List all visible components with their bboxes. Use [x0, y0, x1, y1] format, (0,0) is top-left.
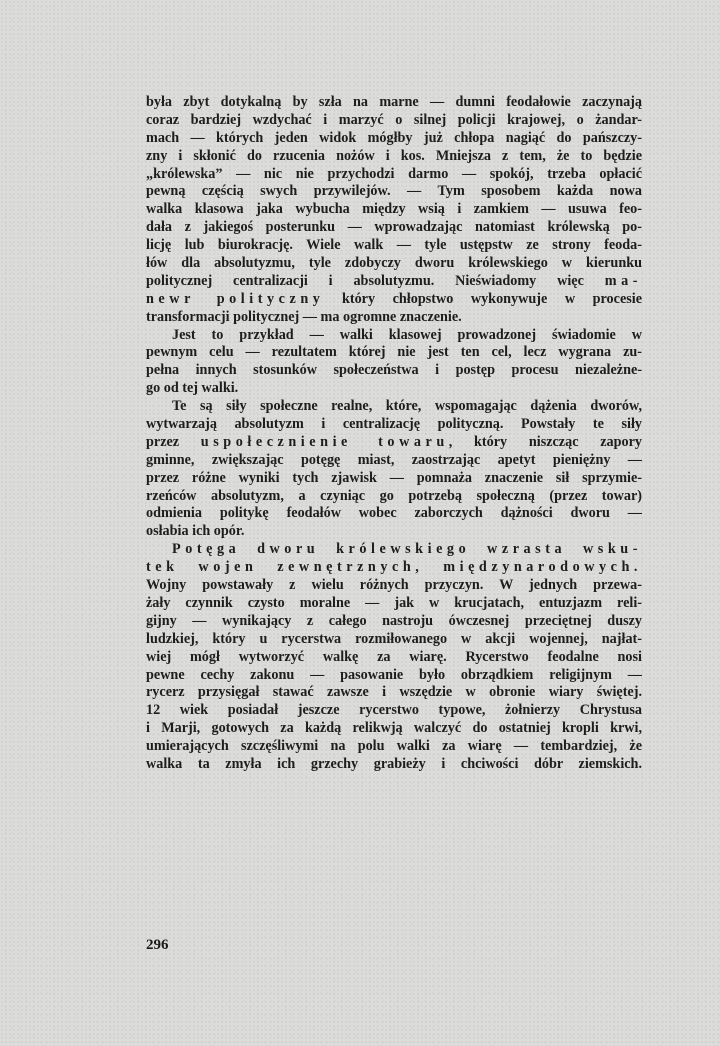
text-line-spaced: przez uspołecznienie towaru, który niszcząc zapory	[146, 433, 642, 450]
text-line: odmienia politykę feodałów wobec zaborczych dążności dworu —	[146, 505, 642, 522]
text-line-spaced: politycznej centralizacji i absolutyzmu. Nieświadomy więc ma-	[146, 272, 642, 289]
text-line: rzeńców absolutyzm, a czyniąc go potrzebą społeczną (przez towar)	[146, 487, 642, 504]
text-line: walka ta zmyła ich grzechy grabieży i chciwości dóbr ziemskich.	[146, 755, 642, 772]
text-line: licję lub biurokrację. Wiele walk — tyle ustępstw ze strony feoda-	[146, 237, 642, 254]
text-line: osłabia ich opór.	[146, 523, 245, 540]
text-line: Jest to przykład — walki klasowej prowadzonej świadomie w	[172, 326, 642, 343]
text-line: walka klasowa jaka wybucha między wsią i zamkiem — usuwa feo-	[146, 201, 642, 218]
text-line: i Marji, gotowych za każdą relikwją walczyć do ostatniej kropli krwi,	[146, 720, 642, 737]
spaced-phrase: Potęga dworu królewskiego wzrasta wsku-	[172, 541, 642, 558]
text-line: pewną częścią swych przywilejów. — Tym sposobem każda nowa	[146, 183, 642, 200]
text-line: dała z jakiegoś posterunku — wprowadzając natomiast królewską po-	[146, 219, 642, 236]
spaced-phrase: ma-	[604, 272, 642, 289]
text-line: żały czynnik czysto moralne — jak w krucjatach, entuzjazm reli-	[146, 594, 642, 611]
text-line: pełna innych stosunków społeczeństwa i postęp procesu niezależne-	[146, 362, 642, 379]
text-line: mach — których jeden widok mógłby już chłopa nagiąć do pańszczy-	[146, 129, 642, 146]
text-line-spaced	[146, 559, 642, 577]
text-line: Te są siły społeczne realne, które, wspomagając dążenia dworów,	[172, 398, 642, 415]
text-line: coraz bardziej wzdychać i marzyć o silnej policji krajowej, o żandar-	[146, 111, 642, 128]
text-line: transformacji politycznej — ma ogromne znaczenie.	[146, 308, 462, 325]
text-line: Wojny powstawały z wielu różnych przyczyn. W jednych przewa-	[146, 577, 642, 594]
text-line: wiej mógł wytworzyć walkę za wiarę. Rycerstwo feodalne nosi	[146, 648, 642, 665]
text-line: ludzkiej, który u rycerstwa rozmiłowanego w akcji wojennej, najłat-	[146, 630, 642, 647]
spaced-phrase: newr polityczny	[146, 290, 325, 307]
text-line: wytwarzają absolutyzm i centralizację polityczną. Powstały te siły	[146, 416, 642, 433]
text-line: była zbyt dotykalną by szła na marne — dumni feodałowie zaczynają	[146, 94, 642, 110]
text-line: pewnym celu — rezultatem której nie jest ten cel, lecz wygrana zu-	[146, 344, 642, 361]
spaced-phrase: tek wojen zewnętrznych, międzynarodowych.	[146, 559, 642, 576]
text-line: zny i skłonić do rzucenia nożów i kos. Mniejsza z tem, że to będzie	[146, 147, 642, 164]
text-line: przez różne wyniki tych zjawisk — pomnaża znaczenie sił sprzymie-	[146, 469, 642, 486]
text-line: gminne, zwiększając potęgę miast, zaostrzając apetyt pieniężny —	[146, 451, 642, 468]
text-line-spaced: newr polityczny który chłopstwo wykonywuje w procesie	[146, 290, 642, 307]
text-line-spaced	[146, 541, 642, 559]
spaced-phrase: uspołecznienie towaru	[200, 433, 449, 450]
body-text	[146, 94, 642, 774]
text-line: umierających szczęśliwymi na polu walki za wiarę — tembardziej, że	[146, 738, 642, 755]
text-line: łów dla absolutyzmu, tyle zdobyczy dworu królewskiego w kierunku	[146, 255, 642, 272]
page-number: 296	[146, 937, 169, 953]
text-line: go od tej walki.	[146, 380, 239, 397]
text-line: pewne cechy zakonu — pasowanie było obrządkiem religijnym —	[146, 666, 642, 683]
text-line: gijny — wynikający z całego nastroju ówczesnej przeciętnej duszy	[146, 612, 642, 629]
text-line: 12 wiek posiadał jeszcze rycerstwo typowe, żołnierzy Chrystusa	[146, 702, 642, 719]
text-line: „królewska” — nic nie przychodzi darmo — spokój, trzeba opłacić	[146, 165, 642, 182]
text-line: rycerz przysięgał stawać zawsze i wszędzie w obronie wiary świętej.	[146, 684, 642, 701]
